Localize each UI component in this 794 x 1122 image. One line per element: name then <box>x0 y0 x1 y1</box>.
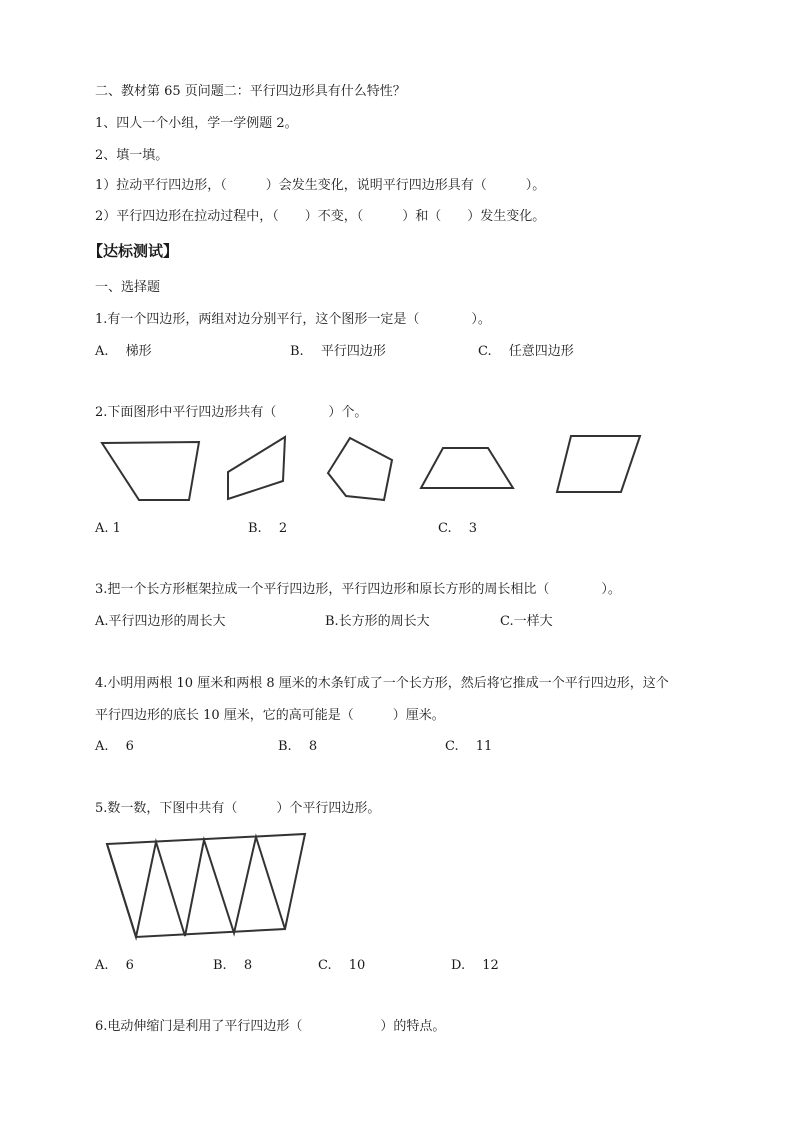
question-4-stem-line-2: 平行四边形的底长 10 厘米，它的高可能是（ ）厘米。 <box>95 708 445 723</box>
question-2-stem: 2.下面图形中平行四边形共有（ ）个。 <box>95 405 368 420</box>
intro-step-2: 2、填一填。 <box>95 148 169 163</box>
shape-trapezoid-2 <box>421 448 513 488</box>
shape-parallelogram-2 <box>557 436 640 492</box>
question-5-zigzag-figure <box>95 825 320 945</box>
question-4-option-a: A. 6 <box>95 739 134 754</box>
question-2-option-a: A. 1 <box>95 521 121 536</box>
question-4-option-c: C. 11 <box>445 739 493 754</box>
fill-item-1: 1）拉动平行四边形，（ ）会发生变化，说明平行四边形具有（ ）。 <box>95 178 546 193</box>
question-1-option-b: B. 平行四边形 <box>290 344 386 359</box>
question-4-option-b: B. 8 <box>278 739 318 754</box>
section-title: 【达标测试】 <box>88 242 179 260</box>
question-5-option-c: C. 10 <box>318 958 366 973</box>
question-5-option-b: B. 8 <box>213 958 253 973</box>
question-1-stem: 1.有一个四边形，两组对边分别平行，这个图形一定是（ ）。 <box>95 312 491 327</box>
question-2-shapes-figure <box>95 428 655 508</box>
part-one-heading: 一、选择题 <box>95 280 161 295</box>
intro-question-two: 二、教材第 65 页问题二：平行四边形具有什么特性？ <box>95 84 406 99</box>
question-3-stem: 3.把一个长方形框架拉成一个平行四边形，平行四边形和原长方形的周长相比（ ）。 <box>95 582 621 597</box>
question-1-option-a: A. 梯形 <box>95 344 152 359</box>
shape-pentagon <box>328 438 392 500</box>
question-6-stem: 6.电动伸缩门是利用了平行四边形（ ）的特点。 <box>95 1019 446 1034</box>
question-5-stem: 5.数一数，下图中共有（ ）个平行四边形。 <box>95 801 381 816</box>
shape-trapezoid-1 <box>102 442 199 500</box>
zigzag-inner-lines <box>107 837 285 937</box>
question-5-option-a: A. 6 <box>95 958 134 973</box>
question-3-option-c: C.一样大 <box>500 614 553 629</box>
question-2-option-c: C. 3 <box>438 521 478 536</box>
shape-parallelogram-1 <box>228 437 285 499</box>
question-3-option-b: B.长方形的周长大 <box>325 614 430 629</box>
question-3-option-a: A.平行四边形的周长大 <box>95 614 226 629</box>
question-5-option-d: D. 12 <box>451 958 499 973</box>
question-2-option-b: B. 2 <box>248 521 288 536</box>
question-4-stem-line-1: 4.小明用两根 10 厘米和两根 8 厘米的木条钉成了一个长方形，然后将它推成一个平行四边形，这个 <box>95 676 669 691</box>
intro-step-1: 1、四人一个小组，学一学例题 2。 <box>95 116 298 131</box>
fill-item-2: 2）平行四边形在拉动过程中，（ ）不变，（ ）和（ ）发生变化。 <box>95 209 546 224</box>
question-1-option-c: C. 任意四边形 <box>478 344 574 359</box>
